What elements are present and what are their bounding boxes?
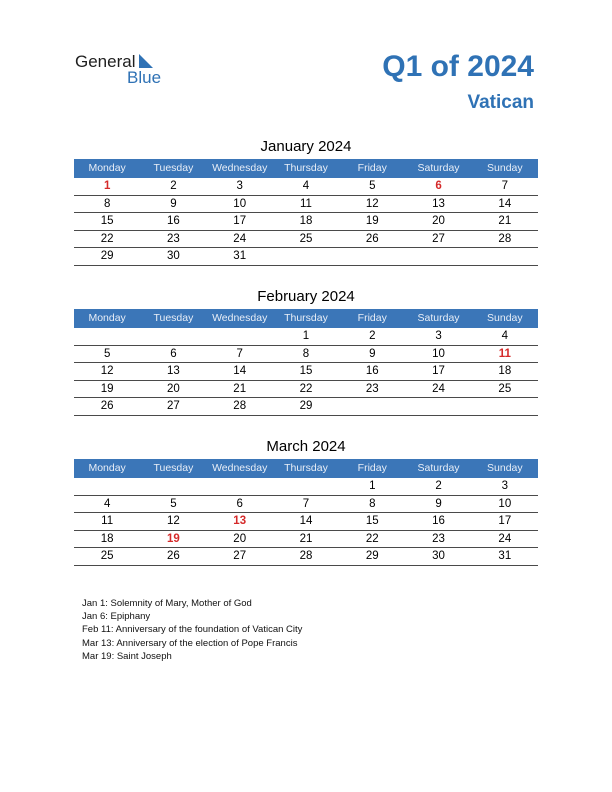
- day-cell: 21: [233, 382, 247, 395]
- day-cell: 5: [369, 180, 376, 192]
- day-cell: 28: [498, 232, 512, 245]
- day-cell: 7: [501, 180, 509, 192]
- weekday-header: [74, 459, 538, 478]
- day-cell: 2: [170, 180, 177, 192]
- day-cell: [405, 398, 471, 415]
- day-cell: 8: [302, 347, 310, 360]
- week-row: [74, 496, 538, 514]
- day-cell: 23: [365, 382, 379, 395]
- day-cell: 19: [365, 215, 379, 227]
- day-cell: [273, 478, 339, 495]
- day-cell: 3: [501, 480, 509, 492]
- day-cell: 8: [103, 197, 111, 210]
- day-cell: 24: [233, 232, 247, 245]
- day-cell: 13: [167, 365, 180, 377]
- weekday-label: Saturday: [417, 462, 460, 474]
- day-cell: 8: [369, 497, 376, 510]
- day-cell: [405, 248, 471, 265]
- day-cell: 25: [498, 382, 512, 395]
- day-cell: 18: [100, 532, 114, 545]
- month-calendar: [74, 136, 538, 266]
- day-cell: 1: [369, 480, 376, 492]
- day-cell: 26: [167, 550, 180, 562]
- day-cell: 28: [233, 400, 247, 412]
- day-cell: 17: [432, 365, 445, 377]
- weekday-label: Saturday: [417, 312, 460, 324]
- day-cell: 2: [435, 480, 442, 492]
- day-cell: 28: [299, 550, 313, 562]
- month-calendar: [74, 286, 538, 416]
- day-cell: 10: [498, 497, 512, 510]
- day-cell: 23: [432, 532, 445, 545]
- day-cell: [207, 478, 273, 495]
- weekday-label: Thursday: [284, 162, 328, 174]
- day-cell: 9: [369, 347, 376, 360]
- day-cell: 15: [100, 215, 114, 227]
- holiday-note: Jan 1: Solemnity of Mary, Mother of God: [82, 598, 252, 609]
- day-cell: 12: [365, 197, 379, 210]
- day-cell: [472, 248, 538, 265]
- day-cell: 18: [498, 365, 512, 377]
- day-cell: 26: [100, 400, 114, 412]
- week-row: [74, 381, 538, 399]
- day-cell: [140, 328, 206, 345]
- holiday-day-cell: 6: [435, 180, 442, 192]
- day-cell: 17: [498, 515, 512, 527]
- week-row: [74, 548, 538, 566]
- holiday-notes: [82, 597, 302, 663]
- day-cell: 3: [435, 330, 442, 342]
- weekday-label: Sunday: [487, 162, 523, 174]
- day-cell: 5: [103, 347, 111, 360]
- day-cell: 6: [170, 347, 177, 360]
- day-cell: 4: [302, 180, 310, 192]
- day-cell: 20: [167, 382, 180, 395]
- month-calendar: [74, 436, 538, 566]
- day-cell: 18: [299, 215, 313, 227]
- week-row: [74, 213, 538, 231]
- month-title: January 2024: [260, 138, 352, 155]
- day-cell: 24: [432, 382, 445, 395]
- day-cell: 31: [498, 550, 512, 562]
- week-row: [74, 231, 538, 249]
- day-cell: [74, 328, 140, 345]
- weekday-label: Monday: [88, 462, 126, 474]
- day-cell: 30: [167, 250, 180, 262]
- day-cell: 3: [236, 180, 243, 192]
- holiday-note: Jan 6: Epiphany: [82, 611, 151, 623]
- logo-general-text: General: [75, 52, 136, 71]
- day-cell: [140, 478, 206, 495]
- day-cell: 11: [300, 197, 312, 210]
- day-cell: 12: [100, 365, 114, 377]
- day-cell: [273, 248, 339, 265]
- week-row: [74, 398, 538, 416]
- logo-triangle-icon: [139, 54, 153, 68]
- day-cell: 29: [299, 400, 313, 412]
- day-cell: 1: [302, 330, 310, 342]
- day-cell: 17: [233, 215, 247, 227]
- weekday-label: Saturday: [417, 162, 460, 174]
- weekday-label: Monday: [88, 312, 126, 324]
- day-cell: 27: [233, 550, 247, 562]
- logo: [75, 52, 185, 92]
- weekday-label: Tuesday: [153, 312, 194, 324]
- day-cell: 29: [365, 550, 379, 562]
- day-cell: 27: [167, 400, 180, 412]
- weekday-header: [74, 159, 538, 178]
- day-cell: 23: [167, 232, 180, 245]
- day-cell: 16: [365, 365, 379, 377]
- month-title: March 2024: [266, 438, 346, 455]
- day-cell: 14: [498, 197, 512, 210]
- day-cell: 19: [100, 382, 114, 395]
- weekday-label: Friday: [357, 162, 387, 174]
- day-cell: [74, 478, 140, 495]
- holiday-day-cell: 19: [167, 532, 180, 545]
- weekday-label: Thursday: [284, 462, 328, 474]
- day-cell: 21: [498, 215, 512, 227]
- weekday-label: Thursday: [284, 312, 328, 324]
- page-title: Q1 of 2024: [382, 50, 534, 83]
- week-row: [74, 531, 538, 549]
- day-cell: 15: [365, 515, 379, 527]
- month-title: February 2024: [257, 288, 355, 305]
- weekday-label: Wednesday: [212, 462, 268, 474]
- weekday-label: Friday: [357, 462, 387, 474]
- day-cell: 22: [299, 382, 313, 395]
- weekday-header: [74, 309, 538, 328]
- holiday-note: Feb 11: Anniversary of the foundation of Vatican City: [82, 624, 303, 636]
- holiday-note: Mar 13: Anniversary of the election of Pope Francis: [82, 637, 298, 649]
- day-cell: [339, 398, 405, 415]
- day-cell: 4: [103, 497, 111, 510]
- day-cell: 7: [236, 347, 243, 360]
- weekday-label: Sunday: [487, 462, 523, 474]
- week-row: [74, 346, 538, 364]
- day-cell: 16: [167, 215, 180, 227]
- day-cell: 22: [365, 532, 379, 545]
- logo-blue-text: Blue: [127, 68, 162, 87]
- day-cell: 25: [299, 232, 313, 245]
- week-row: [74, 328, 538, 346]
- day-cell: 14: [233, 365, 247, 377]
- day-cell: 22: [100, 232, 114, 245]
- day-cell: 10: [233, 197, 247, 210]
- holiday-day-cell: 1: [103, 180, 111, 192]
- day-cell: 20: [432, 215, 445, 227]
- week-row: [74, 513, 538, 531]
- day-cell: [472, 398, 538, 415]
- day-cell: 20: [233, 532, 247, 545]
- day-cell: 16: [432, 515, 445, 527]
- day-cell: 7: [302, 497, 310, 510]
- weekday-label: Friday: [357, 312, 387, 324]
- day-cell: [339, 248, 405, 265]
- country-name: Vatican: [467, 92, 534, 113]
- day-cell: 24: [498, 532, 512, 545]
- week-row: [74, 196, 538, 214]
- day-cell: 11: [101, 515, 114, 527]
- week-row: [74, 478, 538, 496]
- weekday-label: Tuesday: [153, 462, 194, 474]
- day-cell: [207, 328, 273, 345]
- day-cell: 21: [299, 532, 313, 545]
- day-cell: 27: [432, 232, 445, 245]
- day-cell: 14: [299, 515, 313, 527]
- day-cell: 10: [432, 347, 445, 360]
- weekday-label: Sunday: [487, 312, 523, 324]
- day-cell: 2: [369, 330, 376, 342]
- day-cell: 6: [236, 497, 243, 510]
- weekday-label: Wednesday: [212, 162, 268, 174]
- weekday-label: Monday: [88, 162, 126, 174]
- day-cell: 25: [100, 550, 114, 562]
- week-row: [74, 248, 538, 266]
- day-cell: 15: [299, 365, 313, 377]
- holiday-day-cell: 11: [498, 347, 511, 360]
- holiday-note: Mar 19: Saint Joseph: [82, 650, 172, 662]
- day-cell: 29: [100, 250, 114, 262]
- day-cell: 5: [170, 497, 177, 510]
- day-cell: 9: [170, 197, 177, 210]
- weekday-label: Wednesday: [212, 312, 268, 324]
- holiday-day-cell: 13: [233, 515, 247, 527]
- week-row: [74, 178, 538, 196]
- day-cell: 13: [432, 197, 445, 210]
- day-cell: 9: [435, 497, 442, 510]
- day-cell: 4: [501, 330, 509, 342]
- day-cell: 26: [365, 232, 379, 245]
- day-cell: 12: [167, 515, 180, 527]
- weekday-label: Tuesday: [153, 162, 194, 174]
- day-cell: 31: [233, 250, 247, 262]
- week-row: [74, 363, 538, 381]
- day-cell: 30: [432, 550, 445, 562]
